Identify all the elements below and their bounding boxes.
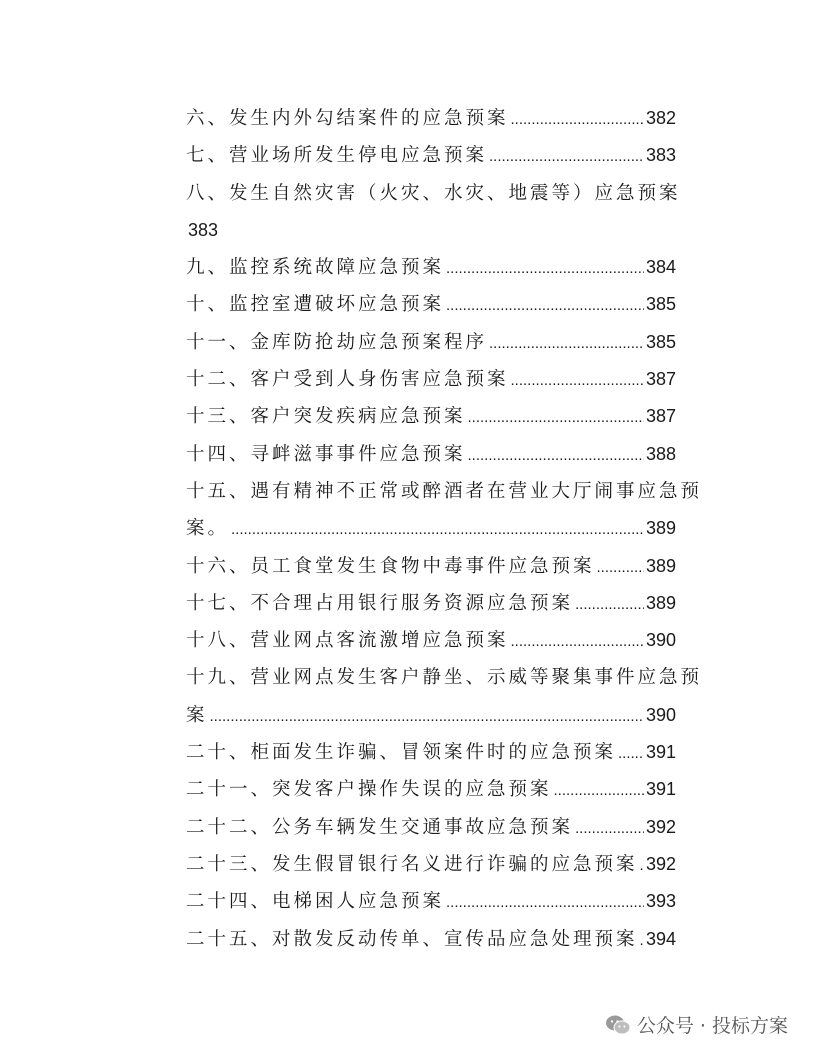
toc-page-number: 389 — [645, 555, 676, 576]
toc-entry[interactable] — [186, 846, 676, 883]
toc-title: 二十四、电梯困人应急预案 — [186, 891, 445, 913]
toc-page-number: 383 — [188, 219, 219, 240]
toc-entry[interactable] — [186, 622, 676, 659]
dot-leader — [511, 362, 644, 399]
toc-title: 七、营业场所发生停电应急预案 — [186, 145, 488, 167]
dot-leader — [446, 287, 644, 324]
toc-title: 九、监控系统故障应急预案 — [186, 257, 445, 279]
toc-page-number: 387 — [645, 369, 676, 390]
toc-page-number: 393 — [645, 891, 676, 912]
toc-entry[interactable] — [186, 921, 676, 958]
toc-entry[interactable] — [186, 473, 703, 548]
toc-title: 十九、营业网点发生客户静坐、示威等聚集事件应急预 — [186, 667, 703, 689]
toc-page-number: 394 — [645, 928, 676, 949]
toc-entry[interactable] — [186, 249, 676, 286]
dot-leader — [640, 922, 644, 959]
toc-page-number: 391 — [645, 742, 676, 763]
wechat-icon — [605, 1014, 631, 1036]
dot-leader — [446, 884, 644, 921]
dot-leader — [575, 586, 644, 623]
toc-page-number: 384 — [645, 257, 676, 278]
toc-title: 八、发生自然灾害（火灾、水灾、地震等）应急预案 — [186, 182, 681, 204]
dot-leader — [640, 847, 644, 884]
toc-entry[interactable] — [186, 809, 676, 846]
toc-page-number: 392 — [645, 816, 676, 837]
toc-page-number: 392 — [645, 853, 676, 874]
toc-entry[interactable] — [186, 286, 676, 323]
toc-title: 二十一、突发客户操作失误的应急预案 — [186, 779, 552, 801]
toc-title: 十七、不合理占用银行服务资源应急预案 — [186, 592, 574, 614]
toc-title: 十四、寻衅滋事事件应急预案 — [186, 443, 466, 465]
dot-leader — [468, 399, 644, 436]
toc-title: 十二、客户受到人身伤害应急预案 — [186, 369, 509, 391]
toc-entry[interactable] — [186, 734, 676, 771]
toc-entry[interactable] — [186, 175, 681, 250]
dot-leader — [489, 138, 644, 175]
toc-page-number: 387 — [645, 406, 676, 427]
dot-leader — [231, 511, 644, 548]
dot-leader — [489, 325, 644, 362]
toc-title: 二十三、发生假冒银行名义进行诈骗的应急预案 — [186, 853, 638, 875]
toc-title: 六、发生内外勾结案件的应急预案 — [186, 108, 509, 129]
dot-leader — [210, 698, 644, 735]
dot-leader — [511, 623, 644, 660]
dot-leader — [511, 101, 644, 138]
toc-title: 十五、遇有精神不正常或醉酒者在营业大厅闹事应急预 — [186, 480, 703, 502]
toc-page-number: 389 — [645, 592, 676, 613]
toc-entry[interactable] — [186, 100, 676, 137]
dot-leader — [597, 549, 644, 586]
dot-leader — [446, 250, 644, 287]
toc-page-number: 389 — [645, 518, 676, 539]
table-of-contents — [186, 100, 703, 958]
toc-title: 十一、金库防抢劫应急预案程序 — [186, 331, 488, 353]
toc-title: 十三、客户突发疾病应急预案 — [186, 406, 466, 428]
toc-entry[interactable] — [186, 436, 676, 473]
toc-title: 二十二、公务车辆发生交通事故应急预案 — [186, 816, 574, 838]
toc-page-number: 385 — [645, 294, 676, 315]
toc-page-number: 382 — [645, 108, 676, 128]
dot-leader — [554, 772, 644, 809]
watermark — [605, 1011, 788, 1038]
dot-leader — [575, 810, 644, 847]
toc-page-number: 388 — [645, 443, 676, 464]
toc-title: 十、监控室遭破坏应急预案 — [186, 294, 445, 316]
toc-entry[interactable] — [186, 659, 703, 734]
toc-page-number: 385 — [645, 331, 676, 352]
toc-entry[interactable] — [186, 137, 676, 174]
toc-entry[interactable] — [186, 771, 676, 808]
watermark-text: 公众号 · 投标方案 — [636, 1015, 788, 1037]
toc-title: 十六、员工食堂发生食物中毒事件应急预案 — [186, 555, 595, 577]
toc-title-continuation: 案 — [186, 704, 208, 726]
toc-page-number: 383 — [645, 145, 676, 166]
toc-entry[interactable] — [186, 361, 676, 398]
toc-entry[interactable] — [186, 883, 676, 920]
toc-title-continuation: 案。 — [186, 518, 230, 540]
toc-entry[interactable] — [186, 324, 676, 361]
toc-title: 十八、营业网点客流激增应急预案 — [186, 630, 509, 652]
toc-entry[interactable] — [186, 398, 676, 435]
dot-leader — [618, 735, 644, 772]
toc-title: 二十五、对散发反动传单、宣传品应急处理预案 — [186, 928, 638, 950]
dot-leader — [468, 437, 644, 474]
toc-page-number: 390 — [645, 630, 676, 651]
toc-title: 二十、柜面发生诈骗、冒领案件时的应急预案 — [186, 742, 617, 764]
toc-entry[interactable] — [186, 585, 676, 622]
toc-page-number: 391 — [645, 779, 676, 800]
toc-page-number: 390 — [645, 704, 676, 725]
toc-entry[interactable] — [186, 548, 676, 585]
